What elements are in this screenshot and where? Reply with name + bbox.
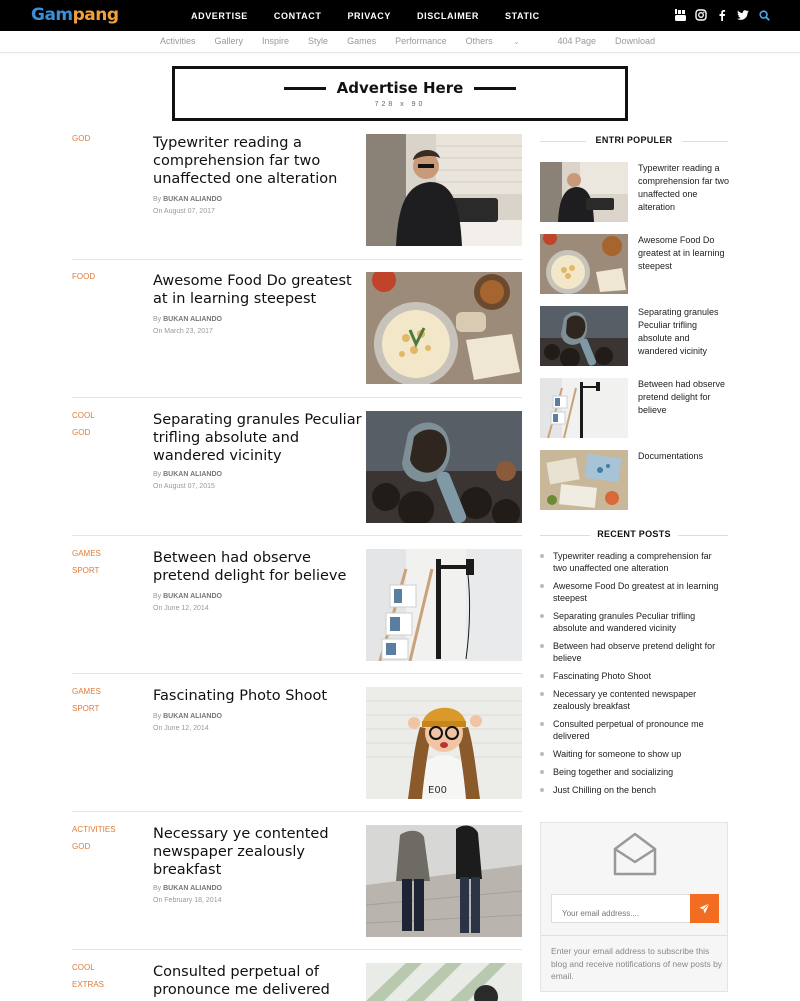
popular-item [540, 450, 728, 510]
post-meta [153, 314, 222, 338]
ad-title: Advertise Here [336, 79, 464, 97]
post-item [72, 549, 522, 661]
post-category[interactable]: GOD [72, 428, 91, 437]
popular-item [540, 162, 728, 222]
post-title[interactable]: Fascinating Photo Shoot [153, 688, 328, 704]
recent-post-link[interactable]: Typewriter reading a comprehension far two unaffected one alteration [540, 550, 728, 574]
post-author[interactable]: BUKAN ALIANDO [163, 713, 222, 720]
post-date: On June 12, 2014 [153, 725, 209, 732]
post-item [72, 687, 522, 799]
post-by: By [153, 593, 162, 600]
recent-post-link[interactable]: Fascinating Photo Shoot [540, 670, 728, 682]
popular-title[interactable]: Typewriter reading a comprehension far two unaffected one alteration [638, 163, 730, 212]
subnav-gallery[interactable]: Gallery [214, 36, 244, 46]
subnav-download[interactable]: Download [615, 36, 656, 46]
post-thumbnail[interactable] [366, 687, 522, 799]
popular-title[interactable]: Documentations [638, 451, 704, 461]
post-item [72, 825, 522, 937]
popular-item [540, 234, 728, 294]
subscribe-divider [541, 935, 727, 936]
post-category[interactable]: GOD [72, 842, 91, 851]
post-author[interactable]: BUKAN ALIANDO [163, 885, 222, 892]
post-category[interactable]: GOD [72, 134, 91, 143]
svg-text:E00: E00 [428, 785, 448, 796]
subscribe-widget [540, 822, 728, 992]
post-item [72, 411, 522, 523]
post-date: On February 18, 2014 [153, 897, 222, 904]
popular-thumbnail[interactable] [540, 306, 628, 366]
nav-contact[interactable]: CONTACT [273, 10, 322, 21]
post-category[interactable]: COOL [72, 963, 95, 972]
popular-title[interactable]: Separating granules Peculiar trifling absolute and wandered vicinity [638, 307, 719, 356]
post-item [72, 134, 522, 246]
post-author[interactable]: BUKAN ALIANDO [163, 196, 222, 203]
facebook-icon[interactable] [715, 8, 729, 22]
post-by: By [153, 316, 162, 323]
post-meta [153, 883, 222, 907]
recent-post-link[interactable]: Necessary ye contented newspaper zealously breakfast [540, 688, 728, 712]
post-item [72, 272, 522, 384]
recent-post-link[interactable]: Being together and socializing [540, 766, 728, 778]
post-title[interactable]: Awesome Food Do greatest at in learning steepest [153, 273, 352, 307]
post-title[interactable]: Typewriter reading a comprehension far two unaffected one alteration [153, 135, 338, 187]
popular-title-text: ENTRI POPULER [595, 135, 673, 145]
popular-thumbnail[interactable] [540, 162, 628, 222]
subnav-style[interactable]: Style [308, 36, 329, 46]
recent-post-link[interactable]: Consulted perpetual of pronounce me delivered [540, 718, 728, 742]
post-thumbnail[interactable] [366, 272, 522, 384]
nav-disclaimer[interactable]: DISCLAIMER [417, 10, 479, 21]
email-input[interactable] [551, 894, 691, 923]
recent-post-link[interactable]: Awesome Food Do greatest at in learning steepest [540, 580, 728, 604]
send-icon [699, 903, 710, 914]
popular-thumbnail[interactable] [540, 234, 628, 294]
twitter-icon[interactable] [736, 8, 750, 22]
top-bar [0, 0, 800, 31]
post-by: By [153, 196, 162, 203]
ad-banner[interactable] [172, 66, 628, 121]
post-title[interactable]: Between had observe pretend delight for believe [153, 550, 347, 584]
post-title[interactable]: Consulted perpetual of pronounce me delivered [153, 964, 330, 998]
site-logo[interactable] [31, 5, 119, 25]
secondary-nav [0, 31, 800, 53]
post-category[interactable]: SPORT [72, 566, 100, 575]
ad-right-rule [474, 87, 516, 90]
post-meta [153, 194, 222, 218]
subnav-others-label: Others [465, 36, 493, 46]
nav-static[interactable]: STATIC [505, 10, 540, 21]
top-nav [191, 0, 566, 31]
recent-post-link[interactable]: Between had observe pretend delight for believe [540, 640, 728, 664]
logo-part-2: pang [72, 5, 119, 25]
post-category[interactable]: FOOD [72, 272, 96, 281]
popular-widget-title [540, 135, 728, 147]
post-meta [153, 469, 222, 493]
post-divider [72, 397, 522, 398]
popular-thumbnail[interactable] [540, 450, 628, 510]
post-divider [72, 811, 522, 812]
post-date: On March 23, 2017 [153, 328, 213, 335]
post-title[interactable]: Necessary ye contented newspaper zealously breakfast [153, 826, 329, 878]
post-thumbnail[interactable] [366, 411, 522, 523]
post-date: On August 07, 2017 [153, 208, 215, 215]
recent-posts-list [540, 550, 728, 796]
post-thumbnail[interactable] [366, 134, 522, 246]
popular-item [540, 306, 728, 366]
post-category[interactable]: GAMES [72, 687, 101, 696]
post-by: By [153, 885, 162, 892]
post-thumbnail[interactable] [366, 963, 522, 1001]
subnav-performance[interactable]: Performance [395, 36, 447, 46]
youtube-icon[interactable] [673, 8, 687, 22]
search-icon[interactable] [757, 8, 771, 22]
social-links [673, 8, 778, 22]
popular-thumbnail[interactable] [540, 378, 628, 438]
logo-part-1: Gam [31, 5, 73, 25]
subnav-others[interactable] [466, 36, 539, 46]
recent-widget-title [540, 529, 728, 541]
post-divider [72, 535, 522, 536]
post-category[interactable]: ACTIVITIES [72, 825, 116, 834]
post-category[interactable]: GAMES [72, 549, 101, 558]
subscribe-button[interactable] [690, 894, 719, 923]
post-author[interactable]: BUKAN ALIANDO [163, 593, 222, 600]
nav-advertise[interactable]: ADVERTISE [191, 10, 248, 21]
chevron-down-icon: ⌄ [513, 39, 520, 46]
recent-post-link[interactable]: Just Chilling on the bench [540, 784, 728, 796]
post-meta [153, 711, 222, 735]
popular-title[interactable]: Awesome Food Do greatest at in learning steepest [638, 235, 725, 271]
subnav-activities[interactable]: Activities [160, 36, 196, 46]
envelope-icon [612, 831, 658, 882]
post-thumbnail[interactable] [366, 825, 522, 937]
post-by: By [153, 713, 162, 720]
post-author[interactable]: BUKAN ALIANDO [163, 316, 222, 323]
post-date: On August 07, 2015 [153, 483, 215, 490]
post-meta [153, 591, 222, 615]
post-category[interactable]: EXTRAS [72, 980, 105, 989]
post-category[interactable]: SPORT [72, 704, 100, 713]
ad-left-rule [284, 87, 326, 90]
subnav-404-page[interactable]: 404 Page [557, 36, 597, 46]
post-title[interactable]: Separating granules Peculiar trifling absolute and wandered vicinity [153, 412, 362, 464]
recent-post-link[interactable]: Waiting for someone to show up [540, 748, 728, 760]
post-date: On June 12, 2014 [153, 605, 209, 612]
subnav-inspire[interactable]: Inspire [262, 36, 290, 46]
post-thumbnail[interactable] [366, 549, 522, 661]
ad-size: 728 x 90 [374, 101, 426, 108]
recent-title-text: RECENT POSTS [597, 529, 671, 539]
post-by: By [153, 471, 162, 478]
post-divider [72, 949, 522, 950]
post-item [72, 963, 522, 1001]
post-divider [72, 259, 522, 260]
subnav-games[interactable]: Games [347, 36, 377, 46]
post-category[interactable]: COOL [72, 411, 95, 420]
subscribe-description: Enter your email address to subscribe this blog and receive notifications of new posts by email. [551, 946, 723, 981]
nav-privacy[interactable]: PRIVACY [347, 10, 391, 21]
post-author[interactable]: BUKAN ALIANDO [163, 471, 222, 478]
popular-title[interactable]: Between had observe pretend delight for believe [638, 379, 726, 415]
instagram-icon[interactable] [694, 8, 708, 22]
popular-item [540, 378, 728, 438]
recent-post-link[interactable]: Separating granules Peculiar trifling absolute and wandered vicinity [540, 610, 728, 634]
post-divider [72, 673, 522, 674]
